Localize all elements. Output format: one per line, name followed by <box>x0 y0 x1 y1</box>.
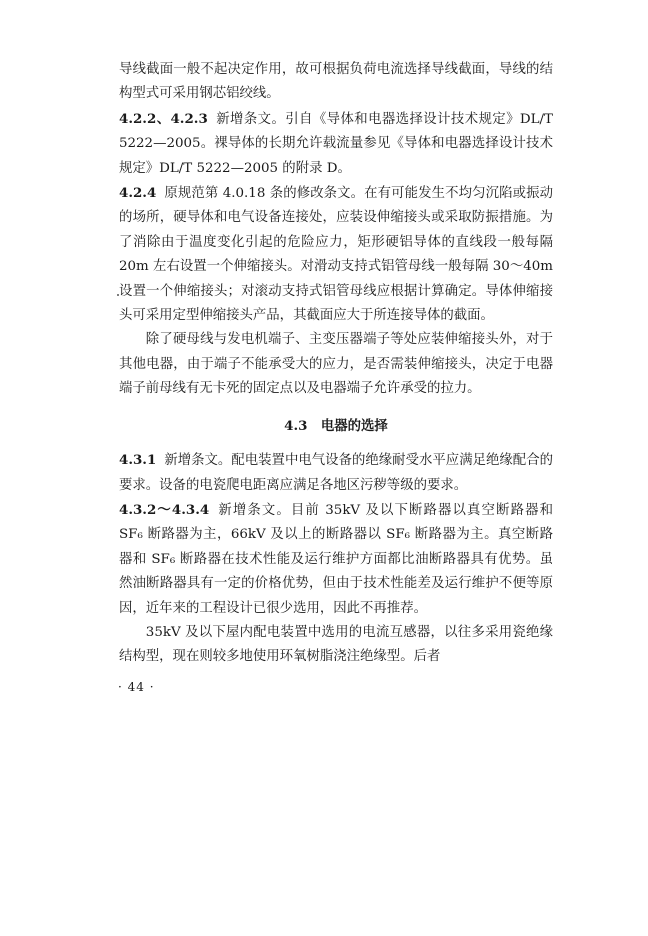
clause-number: 4.3.1 <box>119 452 157 469</box>
clause-4-3-1 <box>119 448 553 498</box>
page-number: · 44 · <box>118 680 155 694</box>
clause-number: 4.2.4 <box>119 185 157 202</box>
paragraph-continuation <box>119 58 553 107</box>
paragraph-text: 新增条文。引自《导体和电器选择设计技术规定》DL/T 5222—2005。裸导体的长期允许载流量参见《导体和电器选择设计技术规定》DL/T 5222—2005 的附录 D。 <box>119 111 553 176</box>
paragraph-text: 新增条文。目前 35kV 及以下断路器以真空断路器和 SF₆ 断路器为主，66kV 及以上的断路器以 SF₆ 断路器为主。真空断路器和 SF₆ 断路器在技术性能及运行维护方面都比油断路器具有优势。虽然油断路器具有一定的价格优势，但由于技术性能差及运行维护不便等原因，近年来的工程设计已很少选用，因此不再推荐。 <box>119 502 553 616</box>
document-body <box>119 58 553 670</box>
clause-4-2-2 <box>119 107 553 181</box>
paragraph-text: 新增条文。配电装置中电气设备的绝缘耐受水平应满足绝缘配合的要求。设备的电瓷爬电距离应满足各地区污秽等级的要求。 <box>119 453 553 493</box>
paragraph-text: 导线截面一般不起决定作用，故可根据负荷电流选择导线截面，导线的结构型式可采用钢芯铝绞线。 <box>119 62 553 102</box>
paragraph-text: 除了硬母线与发电机端子、主变压器端子等处应装伸缩接头外，对于其他电器，由于端子不能承受大的应力，是否需装伸缩接头，决定于电器端子前母线有无卡死的固定点以及电器端子允许承受的拉力。 <box>119 332 553 397</box>
paragraph-text: 原规范第 4.0.18 条的修改条文。在有可能发生不均匀沉陷或振动的场所，硬导体和电气设备连接处，应装设伸缩接头或采取防振措施。为了消除由于温度变化引起的危险应力，矩形硬铝导体的直线段一般每隔 20m 左右设置一个伸缩接头。对滑动支持式铝管母线一般每隔 30～40m 设置一个伸缩接头；对滚动支持式铝管母线应根据计算确定。导体伸缩接头可采用定型伸缩接头产品，其截面应大于所连接导体的截面。 <box>119 186 553 324</box>
clause-4-2-4 <box>119 181 553 328</box>
scan-speck <box>117 294 119 296</box>
paragraph-text: 35kV 及以下屋内配电装置中选用的电流互感器，以往多采用瓷绝缘结构型，现在则较多地使用环氧树脂浇注绝缘型。后者 <box>119 624 553 665</box>
clause-number: 4.2.2、4.2.3 <box>119 110 208 127</box>
section-number: 4.3 <box>284 417 308 434</box>
clause-4-3-2 <box>119 498 553 621</box>
section-heading <box>119 414 553 438</box>
paragraph-indented <box>119 621 553 670</box>
section-title: 电器的选择 <box>320 417 388 434</box>
clause-number: 4.3.2～4.3.4 <box>119 501 210 518</box>
paragraph-indented <box>119 328 553 401</box>
